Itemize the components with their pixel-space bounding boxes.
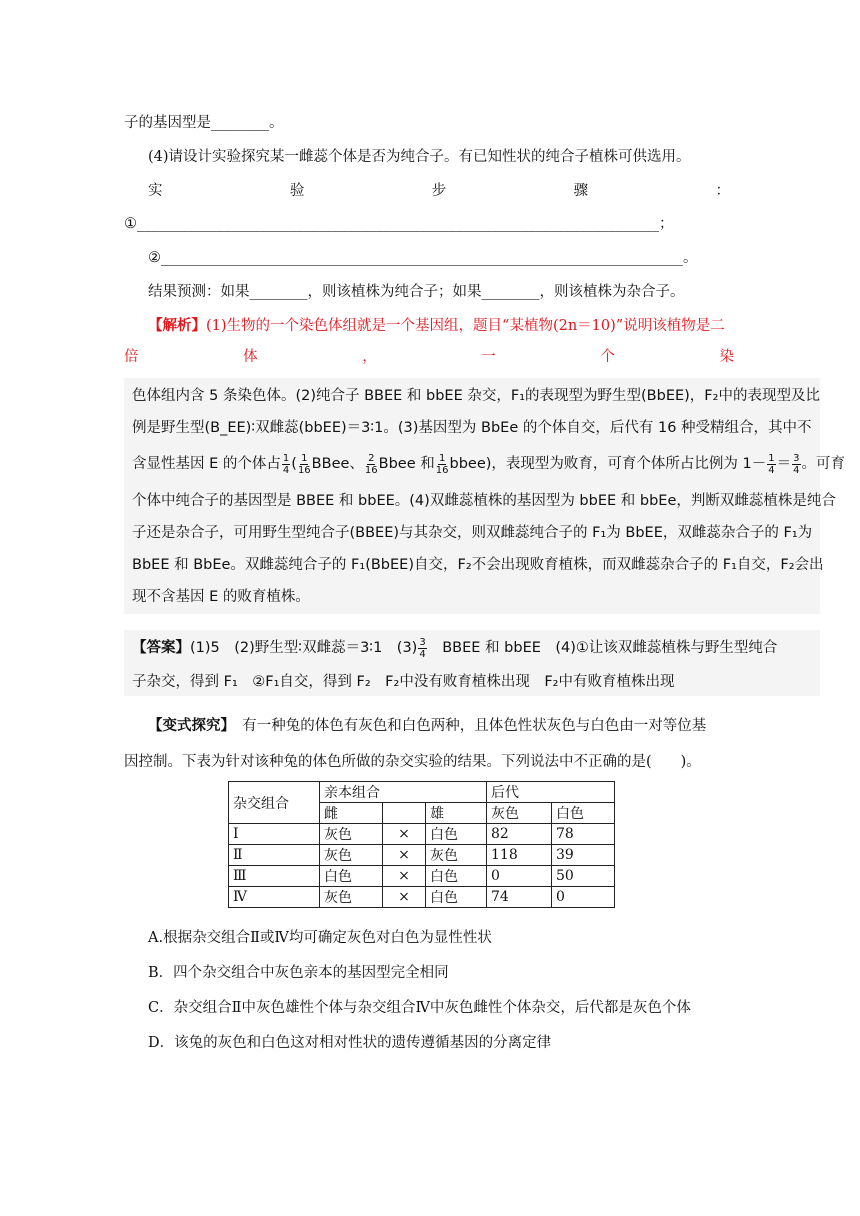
option-a: A.根据杂交组合Ⅱ或Ⅳ均可确定灰色对白色为显性性状 [148, 930, 492, 946]
variant-question-line-2: 因控制。下表为针对该种兔的体色所做的杂交实验的结果。下列说法中不正确的是( )。 [124, 754, 701, 770]
analysis-line-2: 倍 体 ， 一 个 染 [124, 349, 734, 365]
header-blank [383, 803, 426, 824]
analysis-text: 色体组内含 5 条染色体。(2)纯合子 BBEE 和 bbEE 杂交，F₁的表现型为野生型(BbEE)，F₂中的表现型及比 [132, 388, 820, 404]
answer-line-2: 子杂交，得到 F₁ ②F₁自交，得到 F₂ F₂中没有败育植株出现 F₂中有败育植株出现 [132, 674, 675, 690]
answer-image-block [124, 630, 820, 696]
answer-line-1: 【答案】(1)5 (2)野生型∶双雌蕊＝3∶1 (3) $\frac{3}{4}$ BBEE 和 bbEE (4)①让该双雌蕊植株与野生型纯合 [132, 636, 778, 660]
analysis-text-fractions: 含显性基因 E 的个体占 $\frac{1}{4}$ ( $\frac{1}{16}$ BBee、 $\frac{2}{16}$ Bbee 和 $\frac{1}{16}$ bbee)，表现型为败育，可育个体所占比例为 1－ $\frac{1}{4}$ ＝ $\frac{3}{4}$ 。可育 [132, 452, 845, 476]
fraction: $\frac{3}{4}$ [793, 452, 800, 476]
step-2-blank: ②________________________________________________________________________。 [148, 250, 698, 266]
table-row: Ⅲ 白色 × 白色 0 50 [229, 866, 615, 887]
analysis-line-1: 【解析】(1)生物的一个染色体组就是一个基因组，题目“某植物(2n＝10)”说明该植物是二 [148, 317, 725, 334]
table-row: Ⅱ 灰色 × 灰色 118 39 [229, 845, 615, 866]
table-row: Ⅳ 灰色 × 白色 74 0 [229, 887, 615, 908]
fraction: $\frac{1}{4}$ [282, 452, 290, 476]
header-offspring: 后代 [487, 782, 615, 803]
analysis-image-block [124, 378, 845, 614]
header-male: 雄 [426, 803, 487, 824]
fraction: $\frac{3}{4}$ [419, 636, 426, 660]
result-prediction: 结果预测：如果________，则该植株为纯合子；如果________，则该植株为杂合子。 [148, 284, 685, 300]
variant-question-line-1: 【变式探究】 有一种兔的体色有灰色和白色两种，且体色性状灰色与白色由一对等位基 [148, 717, 707, 734]
analysis-text: 个体中纯合子的基因型是 BBEE 和 bbEE。(4)双雌蕊植株的基因型为 bbEE 和 bbEe，判断双雌蕊植株是纯合 [132, 493, 836, 509]
header-female: 雌 [320, 803, 383, 824]
analysis-text: 例是野生型(B_EE)∶双雌蕊(bbEE)＝3∶1。(3)基因型为 BbEe 的个体自交，后代有 16 种受精组合，其中不 [132, 420, 812, 436]
answer-tag: 【答案】 [132, 640, 190, 656]
analysis-text: 现不含基因 E 的败育植株。 [132, 589, 310, 605]
table-row: Ⅰ 灰色 × 白色 82 78 [229, 824, 615, 845]
cross-results-table [228, 781, 615, 908]
analysis-tag: 【解析】 [148, 317, 206, 334]
fraction: $\frac{1}{4}$ [768, 452, 775, 476]
option-b: B．四个杂交组合中灰色亲本的基因型完全相同 [148, 965, 449, 981]
experiment-steps-heading: 实 验 步 骤 ： [148, 183, 730, 199]
header-parent: 亲本组合 [320, 782, 487, 803]
variant-tag: 【变式探究】 [148, 717, 228, 734]
text-line: 子的基因型是________。 [124, 115, 284, 131]
question-4: (4)请设计实验探究某一雌蕊个体是否为纯合子。有已知性状的纯合子植株可供选用。 [148, 149, 691, 165]
header-combo: 杂交组合 [229, 782, 320, 824]
header-gray: 灰色 [487, 803, 552, 824]
analysis-text: 子还是杂合子，可用野生型纯合子(BBEE)与其杂交，则双雌蕊纯合子的 F₁为 BbEE，双雌蕊杂合子的 F₁为 [132, 525, 813, 541]
fraction: $\frac{1}{16}$ [435, 452, 449, 476]
analysis-text: BbEE 和 BbEe。双雌蕊纯合子的 F₁(BbEE)自交，F₂不会出现败育植株，而双雌蕊杂合子的 F₁自交，F₂会出 [132, 557, 824, 573]
step-1-blank: ①________________________________________________________________________； [124, 216, 674, 232]
option-c: C．杂交组合Ⅱ中灰色雄性个体与杂交组合Ⅳ中灰色雌性个体杂交，后代都是灰色个体 [148, 1000, 691, 1016]
fraction: $\frac{1}{16}$ [297, 452, 311, 476]
option-d: D．该兔的灰色和白色这对相对性状的遗传遵循基因的分离定律 [148, 1035, 552, 1051]
fraction: $\frac{2}{16}$ [364, 452, 378, 476]
header-white: 白色 [552, 803, 615, 824]
